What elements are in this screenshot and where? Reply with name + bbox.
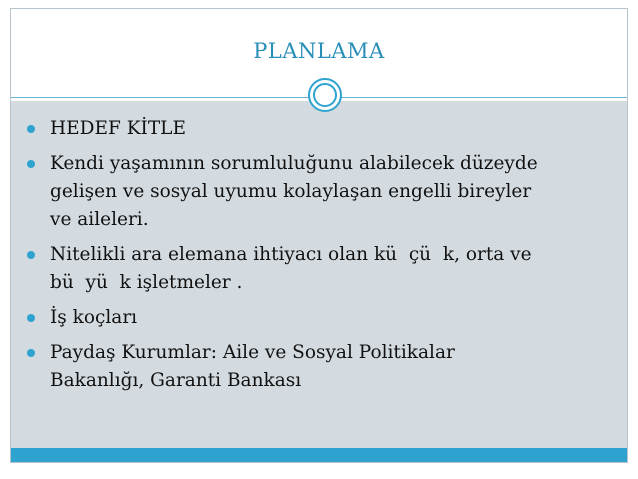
bullet-list xyxy=(15,115,605,402)
bullet-item-nitelikli xyxy=(15,241,605,297)
bullet-item-paydas-kurumlar xyxy=(15,339,605,395)
slide-title: PLANLAMA xyxy=(253,39,385,63)
footer-bar xyxy=(11,448,627,462)
bullet-item-kendi-yasaminin xyxy=(15,150,605,234)
inner-circle-icon xyxy=(313,83,337,107)
bullet-icon xyxy=(27,125,35,133)
bullet-item-is-koclari xyxy=(15,304,605,332)
bullet-text: İş koçları xyxy=(50,307,138,328)
bullet-icon xyxy=(27,251,35,259)
bullet-icon xyxy=(27,349,35,357)
bullet-item-hedef-kitle xyxy=(15,115,605,143)
bullet-icon xyxy=(27,314,35,322)
bullet-text: HEDEF KİTLE xyxy=(50,118,186,139)
bullet-text: Kendi yaşamının sorumluluğunu alabilecek düzeyde gelişen ve sosyal uyumu kolaylaşan engelli bireyler ve aileleri. xyxy=(50,153,538,230)
slide xyxy=(10,8,628,463)
bullet-icon xyxy=(27,160,35,168)
bullet-text: Paydaş Kurumlar: Aile ve Sosyal Politikalar Bakanlığı, Garanti Bankası xyxy=(50,342,455,391)
bullet-text: Nitelikli ara elemana ihtiyacı olan kü çü k, orta ve bü yü k işletmeler . xyxy=(50,244,532,293)
circle-ornament-icon xyxy=(308,78,342,112)
